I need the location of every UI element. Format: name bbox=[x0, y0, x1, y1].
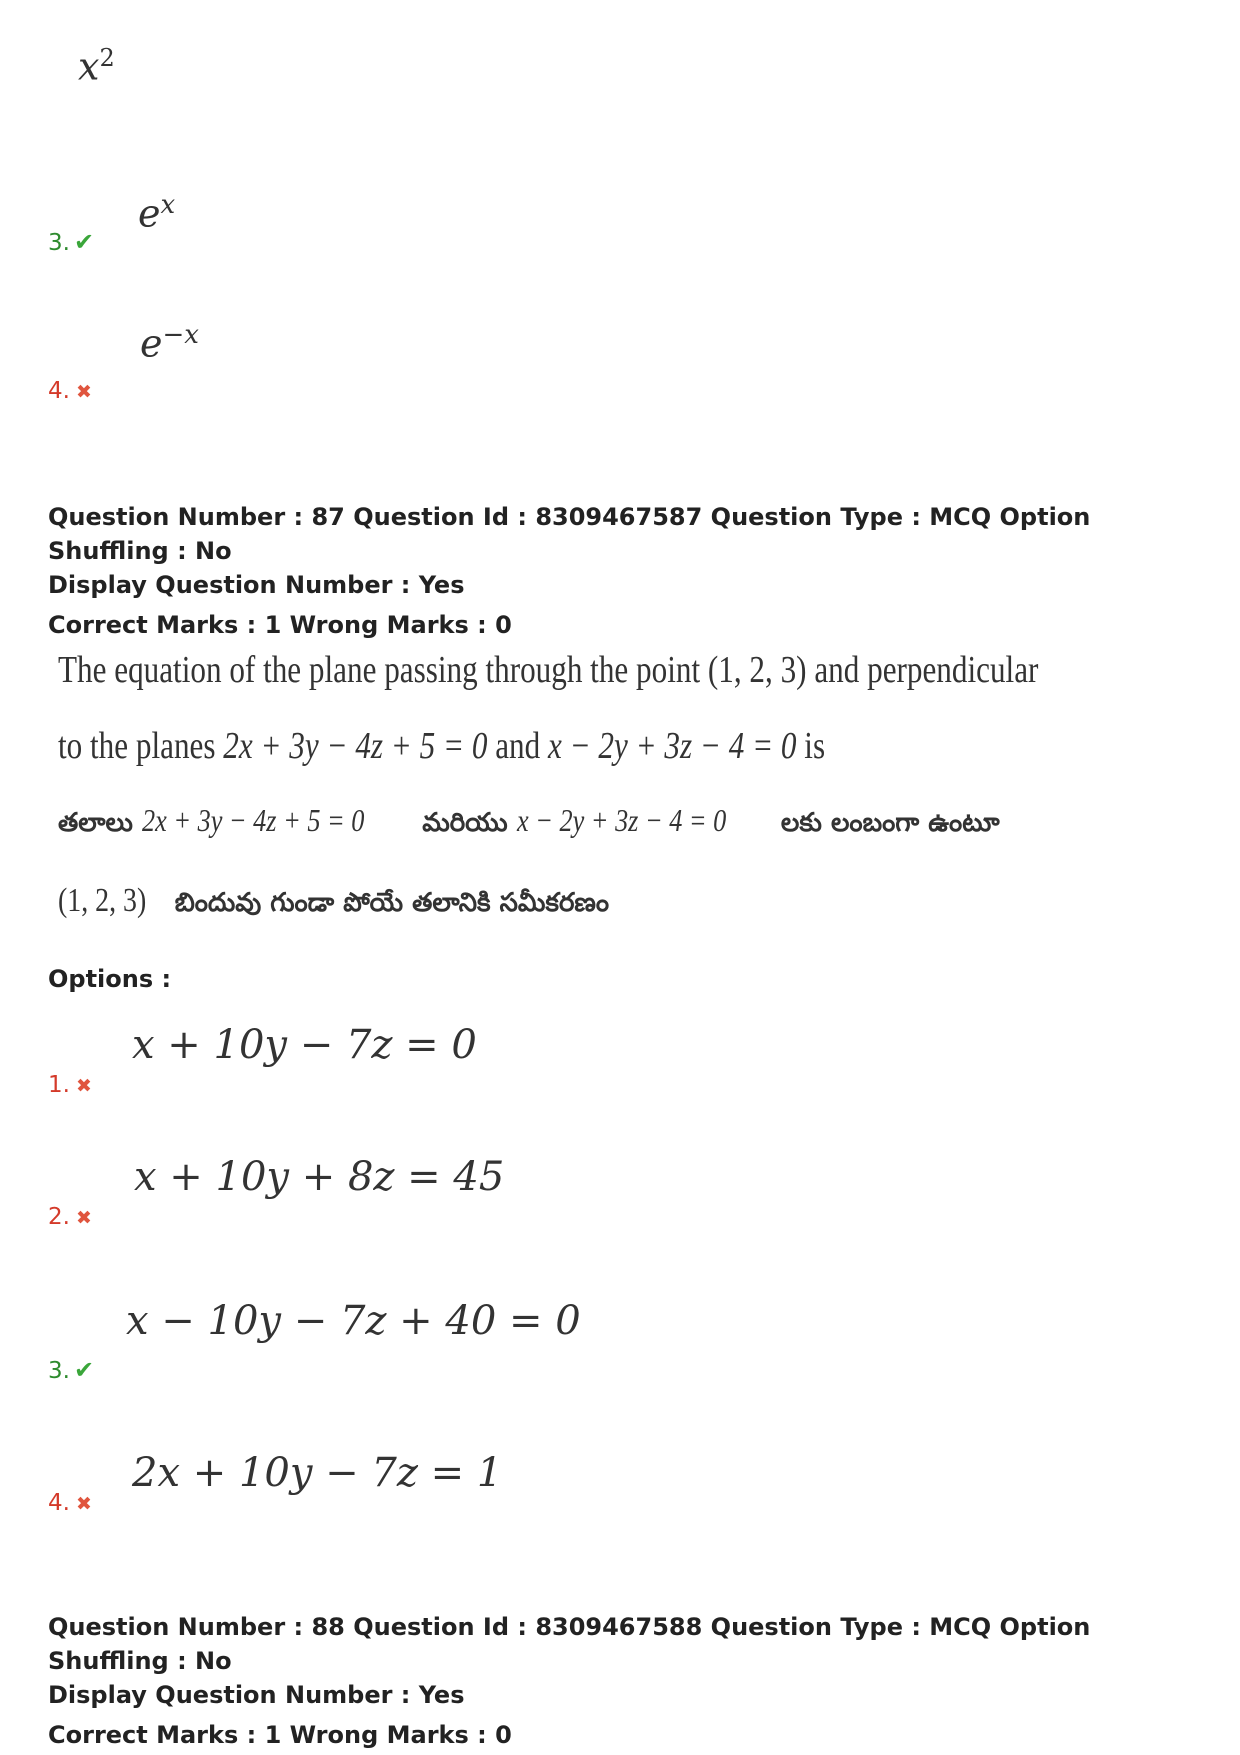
prev-option-x2 bbox=[78, 44, 115, 89]
q87-text-en-2c: is bbox=[796, 725, 826, 767]
prev-option-x2-exp: 2 bbox=[99, 44, 115, 72]
q87-text-te-1c: లకు లంబంగా ఉంటూ bbox=[771, 808, 1000, 838]
prev-option-3-base: e bbox=[138, 191, 161, 236]
q87-equation-b: x − 2y + 3z − 4 = 0 bbox=[547, 725, 797, 767]
q87-te-equation-a: 2x + 3y − 4z + 5 = 0 bbox=[141, 802, 365, 838]
q88-meta-line2: Display Question Number : Yes bbox=[48, 1681, 465, 1709]
q87-text-te-2: బిందువు గుండా పోయే తలానికి సమీకరణం bbox=[165, 888, 610, 918]
q87-option-4-equation: 2x + 10y − 7z = 1 bbox=[132, 1450, 503, 1496]
q87-option-2-number: 2. bbox=[48, 1204, 70, 1230]
q87-text-te-line2 bbox=[58, 882, 609, 924]
q87-option-2-equation: x + 10y + 8z = 45 bbox=[134, 1154, 505, 1200]
prev-option-4-marker bbox=[48, 378, 92, 404]
q87-text-te-line1 bbox=[58, 802, 1000, 844]
prev-option-4-expression bbox=[140, 320, 199, 366]
q87-text-en-1: The equation of the plane passing through the point (1, 2, 3) and perpendicular bbox=[58, 649, 1039, 691]
prev-option-3-number: 3. bbox=[48, 230, 70, 256]
q87-equation-a: 2x + 3y − 4z + 5 = 0 bbox=[223, 725, 488, 767]
q87-text-en-line1 bbox=[58, 648, 1038, 692]
q87-text-te-1a: తలాలు bbox=[58, 808, 142, 838]
q87-metadata bbox=[48, 500, 1218, 642]
cross-icon: ✖ bbox=[75, 1075, 92, 1097]
cross-icon: ✖ bbox=[75, 1207, 92, 1229]
q87-option-3-equation: x − 10y − 7z + 40 = 0 bbox=[126, 1298, 581, 1344]
prev-option-3-expression bbox=[138, 190, 175, 236]
q88-meta-line3: Correct Marks : 1 Wrong Marks : 0 bbox=[48, 1721, 512, 1749]
check-icon: ✔ bbox=[73, 1356, 95, 1384]
prev-option-x2-base: x bbox=[78, 44, 100, 89]
q87-option-1-number: 1. bbox=[48, 1072, 70, 1098]
cross-icon: ✖ bbox=[75, 1493, 92, 1515]
q87-option-4-number: 4. bbox=[48, 1490, 70, 1516]
q87-text-te-1b: మరియు bbox=[413, 808, 517, 838]
cross-icon: ✖ bbox=[75, 381, 92, 403]
q87-te-equation-b: x − 2y + 3z − 4 = 0 bbox=[516, 802, 726, 838]
q87-text-en-2a: to the planes bbox=[58, 725, 224, 767]
prev-option-4-number: 4. bbox=[48, 378, 70, 404]
q87-text-en-line2 bbox=[58, 724, 825, 768]
q87-option-1-equation: x + 10y − 7z = 0 bbox=[132, 1022, 477, 1068]
q87-meta-line1: Question Number : 87 Question Id : 8309467587 Question Type : MCQ Option Shuffling : No bbox=[48, 503, 1091, 565]
q87-option-3-marker bbox=[48, 1356, 94, 1384]
q87-te-point: (1, 2, 3) bbox=[58, 882, 147, 919]
prev-option-3-marker bbox=[48, 228, 94, 256]
check-icon: ✔ bbox=[73, 228, 95, 256]
q88-meta-line1: Question Number : 88 Question Id : 8309467588 Question Type : MCQ Option Shuffling : No bbox=[48, 1613, 1091, 1675]
prev-option-3-exp: x bbox=[160, 190, 176, 220]
q87-option-2-marker bbox=[48, 1204, 92, 1230]
q87-meta-line2: Display Question Number : Yes bbox=[48, 571, 465, 599]
q87-text-en-2b: and bbox=[487, 725, 548, 767]
q87-option-3-number: 3. bbox=[48, 1358, 70, 1384]
prev-option-4-base: e bbox=[140, 321, 163, 366]
prev-option-4-exp: −x bbox=[162, 320, 199, 350]
q87-option-1-marker bbox=[48, 1072, 92, 1098]
q88-metadata bbox=[48, 1610, 1218, 1752]
q87-meta-line3: Correct Marks : 1 Wrong Marks : 0 bbox=[48, 611, 512, 639]
q87-options-label: Options : bbox=[48, 965, 172, 993]
q87-option-4-marker bbox=[48, 1490, 92, 1516]
